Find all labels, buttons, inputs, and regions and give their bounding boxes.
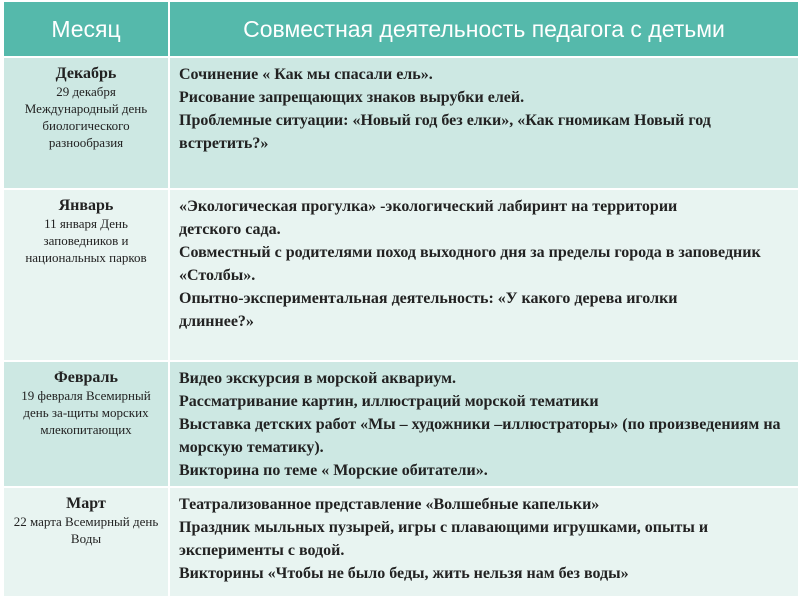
activity-item: Совместный с родителями поход выходного дня за пределы города в заповедник «Столбы». xyxy=(179,244,761,284)
month-note: 22 марта Всемирный день Воды xyxy=(13,514,159,546)
activity-item: Видео экскурсия в морской аквариум. xyxy=(179,370,457,387)
month-cell xyxy=(3,189,169,361)
activities-cell xyxy=(169,189,799,361)
header-month: Месяц xyxy=(3,1,169,57)
activity-item: Викторина по теме « Морские обитатели». xyxy=(179,462,488,479)
table-row-december xyxy=(3,57,799,189)
activities-cell xyxy=(169,57,799,189)
activity-item: Рассматривание картин, иллюстраций морской тематики xyxy=(179,393,599,410)
month-note: 29 декабря Международный день биологического разнообразия xyxy=(24,84,148,150)
activity-item: Викторины «Чтобы не было беды, жить нельзя нам без воды» xyxy=(179,565,629,582)
activity-item: Проблемные ситуации: «Новый год без елки», «Как гномикам Новый год встретить?» xyxy=(179,112,711,152)
month-note: 11 января День заповедников и национальных парков xyxy=(25,216,147,265)
activity-item: Выставка детских работ «Мы – художники –иллюстраторы» (по произведениям на морскую тематику). xyxy=(179,416,781,456)
activity-item: Праздник мыльных пузырей, игры с плавающими игрушками, опыты и эксперименты с водой. xyxy=(179,519,709,559)
table-row-march xyxy=(3,487,799,597)
activities-cell xyxy=(169,361,799,487)
month-name: Декабрь xyxy=(55,65,117,82)
activity-item: «Экологическая прогулка» -экологический лабиринт на территории детского сада. xyxy=(179,198,678,238)
activity-table xyxy=(2,0,800,598)
activity-item: Рисование запрещающих знаков вырубки елей. xyxy=(179,89,525,106)
table-row-january xyxy=(3,189,799,361)
month-name: Февраль xyxy=(54,369,118,386)
table-row-february xyxy=(3,361,799,487)
activity-item: Опытно-экспериментальная деятельность: «У какого дерева иголки длиннее?» xyxy=(179,290,678,330)
month-name: Март xyxy=(66,495,106,512)
month-cell xyxy=(3,487,169,597)
header-activity: Совместная деятельность педагога с детьми xyxy=(169,1,799,57)
month-note: 19 февраля Всемирный день за-щиты морских млекопитающих xyxy=(21,388,151,437)
table-header-row xyxy=(3,1,799,57)
activity-item: Сочинение « Как мы спасали ель». xyxy=(179,66,433,83)
month-cell xyxy=(3,361,169,487)
month-name: Январь xyxy=(58,197,114,214)
activity-item: Театрализованное представление «Волшебные капельки» xyxy=(179,496,600,513)
activities-cell xyxy=(169,487,799,597)
month-cell xyxy=(3,57,169,189)
